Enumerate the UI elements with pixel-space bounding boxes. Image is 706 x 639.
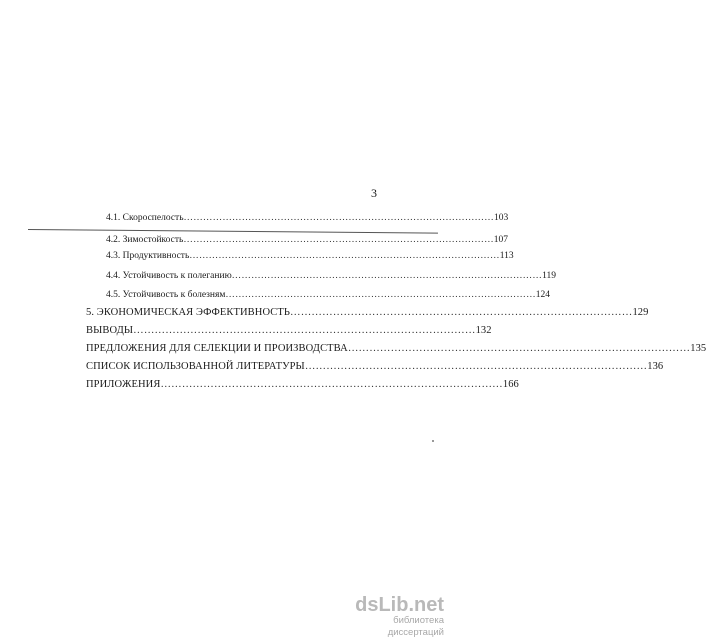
toc-entry-page: 119 [542, 271, 556, 281]
toc-entry-title: 4.5. Устойчивость к болезням [106, 290, 226, 300]
toc-leader-dots: …………………………………………………………………………………… [290, 307, 633, 318]
toc-entry-title: 4.3. Продуктивность [106, 251, 190, 261]
toc-entry-page: 129 [632, 307, 649, 318]
toc-entry-page: 113 [499, 251, 514, 261]
toc-entry [106, 235, 509, 245]
page-number: 3 [371, 186, 377, 200]
toc-leader-dots: …………………………………………………………………………………… [133, 325, 476, 336]
watermark [344, 595, 444, 639]
toc-leader-dots: …………………………………………………………………………………… [304, 361, 648, 372]
toc-entry-title: ПРИЛОЖЕНИЯ [86, 379, 161, 390]
toc-entry-page: 136 [647, 361, 664, 372]
toc-leader-dots: …………………………………………………………………………………… [183, 235, 494, 245]
toc-entry-title: 5. ЭКОНОМИЧЕСКАЯ ЭФФЕКТИВНОСТЬ [86, 307, 291, 318]
scan-artifact-line [28, 229, 438, 234]
toc-entry [106, 271, 556, 281]
toc-entry-page: 124 [535, 290, 551, 300]
toc-entry-page: 103 [493, 213, 509, 223]
toc-entry [86, 361, 664, 372]
toc-entry [86, 307, 649, 318]
toc-entry [106, 213, 509, 223]
toc-entry-title: 4.4. Устойчивость к полеганию [106, 271, 232, 281]
toc-entry [86, 379, 519, 390]
toc-entry-title: 4.2. Зимостойкость [106, 235, 184, 245]
toc-entry-page: 107 [493, 235, 509, 245]
toc-entry-page: 132 [475, 325, 492, 336]
toc-entry [106, 290, 551, 300]
toc-entry-title: ВЫВОДЫ [86, 325, 134, 336]
toc-leader-dots: …………………………………………………………………………………… [160, 379, 503, 390]
watermark-logo: dsLib.net [355, 594, 444, 616]
toc-entry [106, 251, 514, 261]
toc-leader-dots: …………………………………………………………………………………… [347, 343, 691, 354]
toc-entry-title: 4.1. Скороспелость [106, 213, 184, 223]
toc-entry-title: СПИСОК ИСПОЛЬЗОВАННОЙ ЛИТЕРАТУРЫ [86, 361, 305, 372]
toc-entry-page: 166 [502, 379, 519, 390]
toc-entry-page: 135 [690, 343, 706, 354]
toc-entry [86, 343, 706, 354]
toc-leader-dots: …………………………………………………………………………………… [189, 251, 500, 261]
scan-speck [432, 440, 434, 442]
toc-leader-dots: …………………………………………………………………………………… [183, 213, 494, 223]
toc-entry [86, 325, 492, 336]
toc-entry-title: ПРЕДЛОЖЕНИЯ ДЛЯ СЕЛЕКЦИИ И ПРОИЗВОДСТВА [86, 343, 348, 354]
toc-leader-dots: …………………………………………………………………………………… [231, 271, 543, 281]
watermark-subtitle: библиотека диссертаций [387, 615, 444, 638]
toc-leader-dots: …………………………………………………………………………………… [225, 290, 536, 300]
